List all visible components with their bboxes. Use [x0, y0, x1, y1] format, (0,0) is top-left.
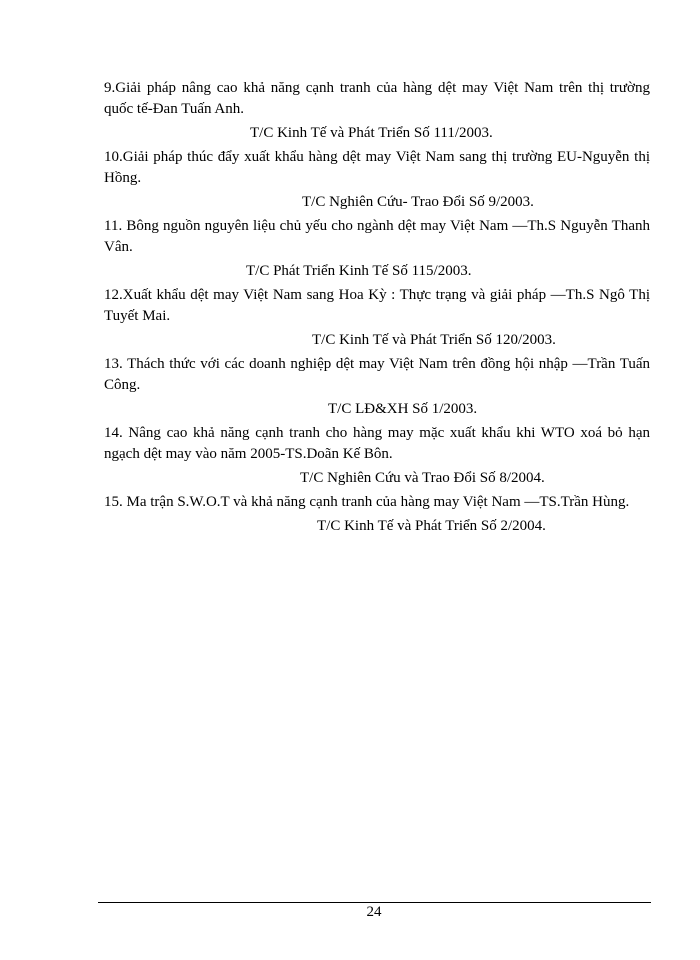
- reference-source: T/C Nghiên Cứu và Trao Đổi Số 8/2004.: [300, 470, 545, 486]
- reference-list: [104, 78, 650, 540]
- reference-entry-9: [104, 78, 650, 144]
- reference-source: T/C Nghiên Cứu- Trao Đổi Số 9/2003.: [302, 194, 534, 210]
- reference-entry-14: [104, 423, 650, 489]
- reference-entry-13: [104, 354, 650, 420]
- reference-source: T/C Kinh Tế và Phát Triển Số 2/2004.: [317, 518, 546, 534]
- reference-entry-15: [104, 492, 650, 537]
- reference-source: T/C Kinh Tế và Phát Triển Số 111/2003.: [250, 125, 493, 141]
- reference-text: 9.Giải pháp nâng cao khả năng cạnh tranh của hàng dệt may Việt Nam trên thị trường quốc tế-Đan Tuấn Anh.: [104, 80, 650, 117]
- reference-text: 12.Xuất khẩu dệt may Việt Nam sang Hoa Kỳ : Thực trạng và giải pháp —Th.S Ngô Thị Tuyết Mai.: [104, 287, 650, 324]
- reference-source: T/C Kinh Tế và Phát Triển Số 120/2003.: [312, 332, 556, 348]
- reference-text: 13. Thách thức với các doanh nghiệp dệt may Việt Nam trên đồng hội nhập —Trần Tuấn Công.: [104, 356, 650, 393]
- page-number: [0, 902, 700, 922]
- page-number-text: 24: [366, 904, 382, 920]
- reference-entry-12: [104, 285, 650, 351]
- reference-text: 11. Bông nguồn nguyên liệu chủ yếu cho ngành dệt may Việt Nam —Th.S Nguyễn Thanh Vân.: [104, 218, 650, 255]
- reference-text: 14. Nâng cao khả năng cạnh tranh cho hàng may mặc xuất khẩu khi WTO xoá bỏ hạn ngạch dệt may vào năm 2005-TS.Doãn Kế Bôn.: [104, 425, 650, 462]
- reference-source: T/C Phát Triển Kinh Tế Số 115/2003.: [246, 263, 472, 279]
- reference-text: 15. Ma trận S.W.O.T và khả năng cạnh tranh của hàng may Việt Nam —TS.Trần Hùng.: [104, 494, 630, 510]
- reference-entry-11: [104, 216, 650, 282]
- reference-entry-10: [104, 147, 650, 213]
- reference-source: T/C LĐ&XH Số 1/2003.: [328, 401, 478, 417]
- reference-text: 10.Giải pháp thúc đẩy xuất khẩu hàng dệt may Việt Nam sang thị trường EU-Nguyễn thị Hồng.: [104, 149, 650, 186]
